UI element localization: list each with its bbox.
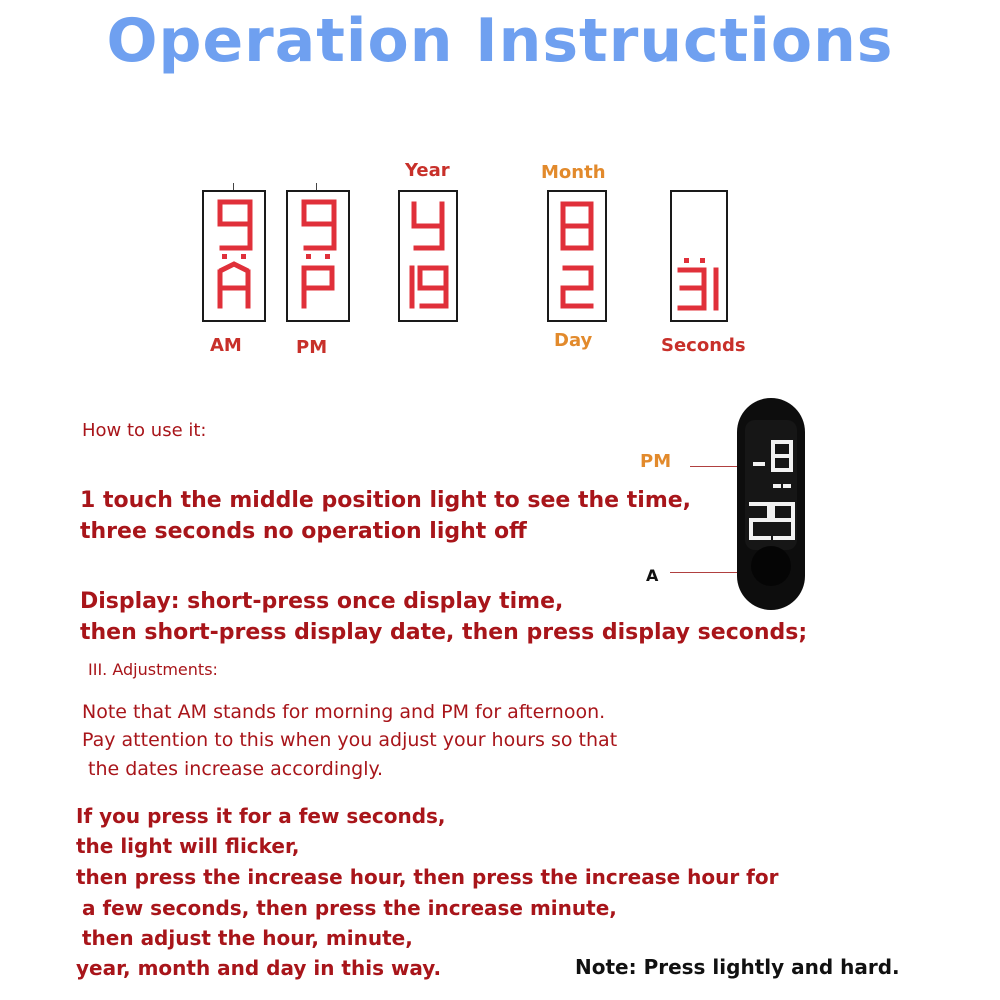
page-title: Operation Instructions (106, 6, 894, 76)
label-year: Year (405, 160, 450, 181)
display-panel-am (202, 190, 266, 322)
panel-year-digits (400, 192, 456, 320)
text-line: the light will flicker, (76, 834, 300, 858)
label-pm: PM (296, 337, 328, 358)
text-line: the dates increase accordingly. (88, 758, 384, 780)
text-line: Note that AM stands for morning and PM for afternoon. (82, 701, 606, 723)
panel-month-day-digits (549, 192, 605, 320)
text-line: three seconds no operation light off (80, 519, 527, 544)
text-line: 1 touch the middle position light to see the time, (80, 488, 692, 513)
text-line: If you press it for a few seconds, (76, 804, 446, 828)
panel-pm-digits (288, 192, 348, 320)
label-seconds: Seconds (661, 335, 746, 356)
watch-a-label: A (646, 566, 659, 585)
watch-digits (745, 420, 797, 550)
text-line: a few seconds, then press the increase minute, (82, 896, 617, 920)
watch-screen (745, 420, 797, 550)
watch-pm-label: PM (640, 451, 672, 472)
note-press: Note: Press lightly and hard. (575, 955, 900, 979)
label-day: Day (554, 330, 593, 351)
watch-button-a[interactable] (751, 546, 791, 586)
panel-am-digits (204, 192, 264, 320)
display-panel-year (398, 190, 458, 322)
how-to-heading: How to use it: (82, 420, 207, 441)
text-line: then press the increase hour, then press the increase hour for (76, 865, 779, 889)
display-panel-month-day (547, 190, 607, 322)
panel-seconds-digits (672, 192, 726, 320)
display-panel-seconds (670, 190, 728, 322)
pm-leader-line (690, 466, 740, 467)
text-line: year, month and day in this way. (76, 956, 442, 980)
label-month: Month (541, 162, 606, 183)
a-leader-line (670, 572, 742, 573)
display-panel-pm (286, 190, 350, 322)
text-line: then short-press display date, then press display seconds; (80, 620, 808, 645)
adjustments-heading: III. Adjustments: (88, 660, 218, 679)
text-line: Pay attention to this when you adjust your hours so that (82, 729, 618, 751)
wristband-watch (737, 398, 805, 610)
text-line: Display: short-press once display time, (80, 589, 564, 614)
label-am: AM (210, 335, 242, 356)
text-line: then adjust the hour, minute, (82, 926, 413, 950)
